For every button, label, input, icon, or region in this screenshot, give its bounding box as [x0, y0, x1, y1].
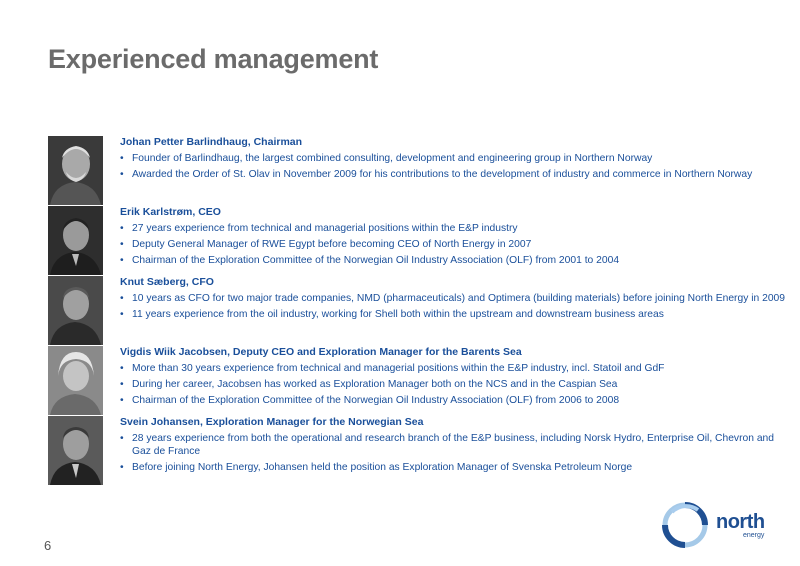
bio-point: • Chairman of the Exploration Committee of the Norwegian Oil Industry Association (OLF) from 2006 to 2008: [120, 394, 785, 407]
page-number: 6: [44, 538, 52, 553]
bio-point: • Founder of Barlindhaug, the largest combined consulting, development and engineering group in Northern Norway: [120, 152, 785, 165]
person-name: Erik Karlstrøm, CEO: [120, 206, 221, 218]
bio-points: [120, 292, 785, 321]
bio-point: • Chairman of the Exploration Committee of the Norwegian Oil Industry Association (OLF) from 2001 to 2004: [120, 254, 785, 267]
person-name: Johan Petter Barlindhaug, Chairman: [120, 136, 303, 148]
bio-point: • Before joining North Energy, Johansen held the position as Exploration Manager of Svenska Petroleum Norge: [120, 461, 785, 474]
bio-point: • 10 years as CFO for two major trade companies, NMD (pharmaceuticals) and Optimera (building materials) before joining North Energy in 2009: [120, 292, 785, 305]
bio: [120, 136, 785, 184]
bio: [120, 276, 785, 324]
portrait-photo: [48, 206, 103, 275]
bio-points: [120, 222, 785, 267]
bio-points: [120, 362, 785, 407]
bio-points: [120, 152, 785, 181]
slide-title: Experienced management: [48, 44, 379, 74]
bio-point: • More than 30 years experience from technical and managerial positions within the E&P industry, incl. Statoil and GdF: [120, 362, 785, 375]
bio-point: • 11 years experience from the oil industry, working for Shell both within the upstream and downstream business areas: [120, 308, 785, 321]
bio: [120, 206, 785, 270]
person-name: Svein Johansen, Exploration Manager for the Norwegian Sea: [120, 416, 424, 428]
logo-word: north: [716, 511, 765, 533]
portrait-photo: [48, 346, 103, 415]
logo-swirl-icon: [660, 502, 710, 548]
bio-point: • Deputy General Manager of RWE Egypt before becoming CEO of North Energy in 2007: [120, 238, 785, 251]
person-name: Vigdis Wiik Jacobsen, Deputy CEO and Exploration Manager for the Barents Sea: [120, 346, 522, 358]
bio-point: • Awarded the Order of St. Olav in November 2009 for his contributions to the development of industry and commerce in Northern Norway: [120, 168, 785, 181]
bio: [120, 346, 785, 410]
bio-point: • During her career, Jacobsen has worked as Exploration Manager both on the NCS and in the Caspian Sea: [120, 378, 785, 391]
bio-points: [120, 432, 785, 474]
bio-point: • 28 years experience from both the operational and research branch of the E&P business, including Norsk Hydro, Enterprise Oil, Chevron and Gaz de France: [120, 432, 785, 458]
north-energy-logo: [660, 502, 770, 548]
person-name: Knut Sæberg, CFO: [120, 276, 214, 288]
logo-subword: energy: [743, 532, 765, 539]
bio-point: • 27 years experience from technical and managerial positions within the E&P industry: [120, 222, 785, 235]
portrait-photo: [48, 416, 103, 485]
portrait-photo: [48, 276, 103, 345]
portrait-photo: [48, 136, 103, 205]
bio: [120, 416, 785, 477]
